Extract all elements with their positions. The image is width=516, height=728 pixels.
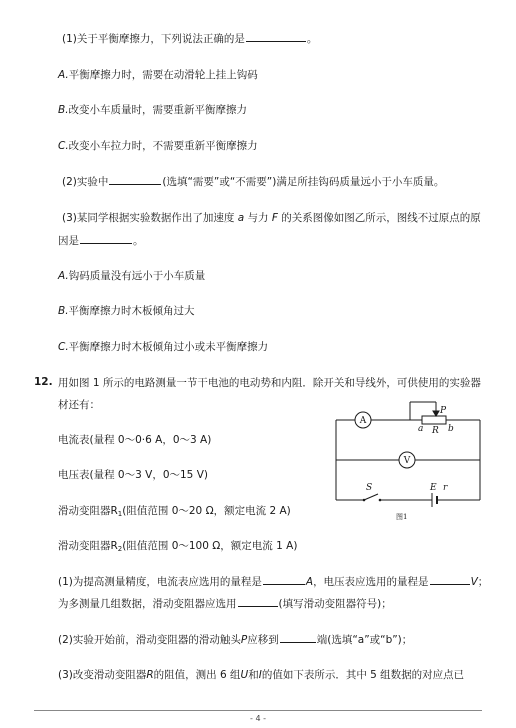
option-letter: B. (58, 104, 69, 116)
label-r-internal: r (443, 483, 448, 493)
var-r: R (146, 669, 154, 681)
answer-blank (280, 633, 316, 643)
text-run: (3)某同学根据实验数据作出了加速度 (62, 212, 235, 224)
ammeter-label: A (359, 416, 367, 426)
var-i: I (258, 669, 262, 681)
slider-arrow-icon (433, 411, 439, 416)
label-s: S (366, 483, 373, 493)
q11-part2-end: (选填“需要”或“不需要”)满足所挂钩码质量远小于小车质量。 (162, 176, 445, 188)
switch-terminal (379, 499, 382, 502)
q11-part1 (62, 32, 317, 46)
q12-part2 (58, 633, 412, 647)
switch-symbol (364, 494, 378, 500)
equipment-rheostat-1 (58, 504, 291, 521)
answer-blank (80, 234, 132, 244)
switch-terminal (363, 499, 366, 502)
answer-blank (238, 597, 278, 607)
text-run: 的关系图像如图乙所示，图线不过原点的原 (281, 212, 481, 224)
circuit-diagram (326, 398, 486, 522)
option-text: 平衡摩擦力时木板倾角过小或未平衡摩擦力 (68, 341, 269, 353)
subscript: 2 (117, 545, 123, 553)
q12-part3 (58, 668, 464, 682)
q11-part1-option-c (58, 139, 258, 153)
text-run: 滑动变阻器R (58, 540, 118, 552)
unit-a: A (305, 576, 314, 588)
option-letter: C. (58, 341, 69, 353)
text-run: ； (477, 576, 489, 588)
label-e: E (430, 483, 437, 493)
q12-intro: 用如图 1 所示的电路测量一节干电池的电动势和内阻．除开关和导线外，可供使用的实验器 (58, 377, 481, 389)
option-text: 改变小车质量时，需要重新平衡摩擦力 (68, 104, 248, 116)
text-run: (1)为提高测量精度，电流表应选用的量程是 (58, 576, 262, 588)
q11-part1-text: (1)关于平衡摩擦力，下列说法正确的是 (62, 33, 245, 45)
voltmeter-label: V (403, 456, 411, 466)
answer-blank (430, 575, 470, 585)
option-letter: B. (58, 305, 69, 317)
subscript: 1 (117, 510, 123, 518)
question-number: 12. (34, 376, 53, 388)
option-text: 平衡摩擦力时，需要在动滑轮上挂上钩码 (68, 69, 258, 81)
answer-blank (246, 32, 306, 42)
footer-divider (34, 710, 482, 711)
q11-part3-option-c (58, 340, 268, 354)
q11-part2-text: (2)实验中 (62, 176, 109, 188)
text-run: (2)实验开始前，滑动变阻器的滑动触头 (58, 634, 241, 646)
q12-part1-line2 (58, 597, 392, 611)
q11-part3-line2 (58, 234, 144, 248)
option-text: 钩码质量没有远小于小车质量 (68, 270, 206, 282)
text-run: 的阻值，测出 6 组 (153, 669, 241, 681)
unit-v: V (470, 576, 478, 588)
text-run: ，电压表应选用的量程是 (313, 576, 429, 588)
q11-part1-option-a (58, 68, 258, 82)
option-text: 平衡摩擦力时木板倾角过大 (68, 305, 195, 317)
text-run: 。 (133, 235, 144, 247)
option-text: 改变小车拉力时，不需要重新平衡摩擦力 (68, 140, 258, 152)
text-run: 滑动变阻器R (58, 505, 118, 517)
equipment-voltmeter: 电压表(量程 0～3 V，0～15 V) (58, 469, 208, 481)
equipment-rheostat-2 (58, 539, 297, 556)
var-p: P (240, 634, 248, 646)
text-run: 端(选填“a”或“b”)； (316, 634, 413, 646)
label-b: b (448, 424, 454, 434)
label-r-resistor: R (432, 426, 439, 436)
q11-part3-line1 (62, 211, 481, 225)
q11-part1-end: 。 (306, 33, 318, 45)
answer-blank (263, 575, 305, 585)
text-run: 与力 (247, 212, 269, 224)
option-letter: A. (58, 69, 69, 81)
text-run: 和 (248, 669, 259, 681)
label-a: a (418, 424, 424, 434)
text-run: (阻值范围 0～20 Ω，额定电流 2 A) (122, 505, 291, 517)
q12-part1-line1 (58, 575, 488, 589)
q11-part3-option-b (58, 304, 195, 318)
q11-part2 (62, 175, 444, 189)
var-f: F (271, 212, 278, 224)
var-a: a (237, 212, 245, 224)
text-run: 应移到 (247, 634, 279, 646)
q11-part1-option-b (58, 103, 247, 117)
text-run: 为多测量几组数据，滑动变阻器应选用 (58, 598, 237, 610)
option-letter: C. (58, 140, 69, 152)
figure-caption: 图1 (396, 513, 408, 521)
var-u: U (240, 669, 249, 681)
page-number: - 4 - (250, 714, 266, 723)
text-run: (阻值范围 0～100 Ω，额定电流 1 A) (122, 540, 298, 552)
rheostat-symbol (422, 416, 446, 424)
label-p: P (440, 406, 447, 416)
text-run: 因是 (58, 235, 79, 247)
q12-intro-cont: 材还有： (58, 399, 100, 411)
text-run: (填写滑动变阻器符号)； (278, 598, 392, 610)
text-run: 的值如下表所示．其中 5 组数据的对应点已 (261, 669, 465, 681)
equipment-ammeter: 电流表(量程 0～0·6 A，0～3 A) (58, 434, 212, 446)
answer-blank (109, 175, 161, 185)
option-letter: A. (58, 270, 69, 282)
text-run: (3)改变滑动变阻器 (58, 669, 147, 681)
q11-part3-option-a (58, 269, 205, 283)
